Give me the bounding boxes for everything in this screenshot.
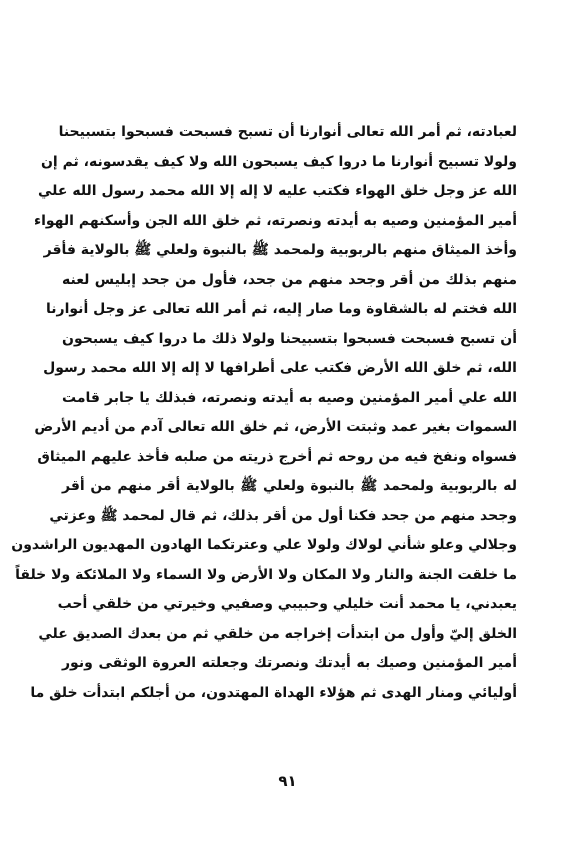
text-line: وأخذ الميثاق منهم بالربوبية ولمحمد ﷺ بالنبوة ولعلي ﷺ بالولاية فأقر [43,242,517,258]
text-line: وجحد منهم من جحد فكنا أول من أقر بذلك، ثم قال لمحمد ﷺ وعزتي [49,507,517,524]
text-line: الله، ثم خلق الله الأرض فكتب على أطرافها لا إله إلا الله محمد رسول [43,360,517,376]
text-line: أمير المؤمنين وصيك به أيدتك ونصرتك وجعلته العروة الوثقى ونور [62,655,517,671]
text-line: فسواه ونفخ فيه من روحه ثم أخرج ذريته من صلبه فأخذ عليهم الميثاق [37,448,517,465]
text-line: أوليائي ومنار الهدى ثم هؤلاء الهداة المهتدون، من أجلكم ابتدأت خلق ما [30,684,517,701]
text-line: له بالربوبية ولمحمد ﷺ بالنبوة ولعلي ﷺ بالولاية أقر منهم من أقر [62,478,517,494]
body-text [11,118,517,708]
text-line: الله علي أمير المؤمنين وصيه به أيدته ونصرته، فبذلك يا جابر قامت [62,389,517,406]
text-line: لعبادته، ثم أمر الله تعالى أنوارنا أن تسبح فسبحت فسبحوا بتسبيحنا [58,124,517,140]
text-line: أمير المؤمنين وصيه به أيدته ونصرته، ثم خلق الله الجن وأسكنهم الهواء [33,212,517,229]
text-line: يعبدني، يا محمد أنت خليلي وحبيبي وصفيي وخيرتي من خلقي أحب [57,596,517,612]
text-line: وجلالي وعلو شأني لولاك ولولا علي وعترتكما الهادون المهديون الراشدون [11,537,517,553]
text-line: منهم بذلك من أقر وجحد منهم من جحد، فأول من جحد إبليس لعنه [62,271,517,288]
text-line: أن تسبح فسبحت فسبحوا بتسبيحنا ولولا ذلك ما دروا كيف يسبحون [62,330,517,347]
text-line: الله فختم له بالشقاوة وما صار إليه، ثم أمر الله تعالى عز وجل أنوارنا [46,301,517,317]
text-line: ولولا تسبيح أنوارنا ما دروا كيف يسبحون الله ولا كيف يقدسونه، ثم إن [40,153,517,170]
text-line: السموات بغير عمد وثبتت الأرض، ثم خلق الله تعالى آدم من أديم الأرض [34,419,517,435]
text-line: الله عز وجل خلق الهواء فكتب عليه لا إله إلا الله محمد رسول الله علي [38,183,517,199]
text-line: الخلق إليّ وأول من ابتدأت إخراجه من خلقي ثم من بعدك الصديق علي [38,625,517,642]
page-number: ٩١ [278,772,297,790]
text-line: ما خلقت الجنة والنار ولا المكان ولا الأرض ولا السماء ولا الملائكة ولا خلقاً [15,566,517,583]
